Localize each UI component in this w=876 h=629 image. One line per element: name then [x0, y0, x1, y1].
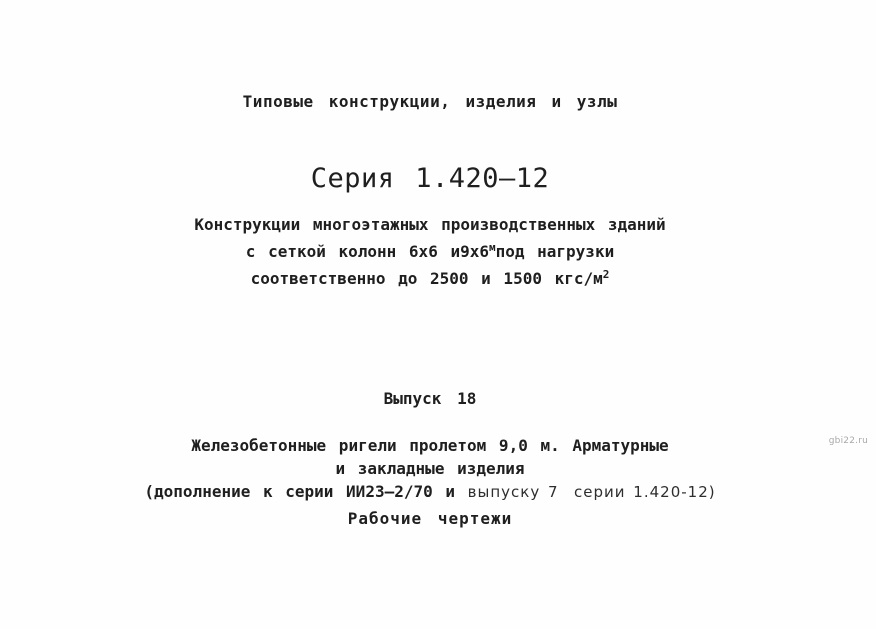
subject-block: [0, 434, 868, 504]
description-block: [0, 213, 868, 290]
subject-line-3-typed: (дополнение к серии ИИ23—2/70 и: [144, 482, 468, 501]
description-line-3-superscript: 2: [602, 268, 610, 281]
issue-number-line: Выпуск 18: [383, 389, 477, 408]
description-line-3-text: соответственно до 2500 и 1500 кгс/м: [250, 269, 603, 288]
site-watermark: gbi22.ru: [828, 436, 868, 446]
document-type-line: Рабочие чертежи: [347, 509, 513, 528]
series-title: Серия 1.420—12: [310, 163, 550, 194]
subject-line-2: и закладные изделия: [335, 459, 525, 478]
subject-line-3: [0, 480, 868, 504]
description-line-2-prefix: с сеткой колонн 6х6 и9х6: [245, 242, 489, 261]
subject-line-1: Железобетонные ригели пролетом 9,0 м. Арматурные: [191, 436, 669, 455]
document-category-line: Типовые конструкции, изделия и узлы: [242, 92, 618, 111]
description-line-1: Конструкции многоэтажных производственных зданий: [194, 215, 666, 234]
description-line-2-suffix: под нагрузки: [495, 242, 615, 261]
description-line-2-superscript: м: [488, 241, 496, 254]
subject-line-3-handwritten-insertion: выпуску 7 серии 1.420-12): [467, 483, 716, 501]
description-line-2: [0, 236, 868, 263]
description-line-3: [0, 263, 868, 290]
